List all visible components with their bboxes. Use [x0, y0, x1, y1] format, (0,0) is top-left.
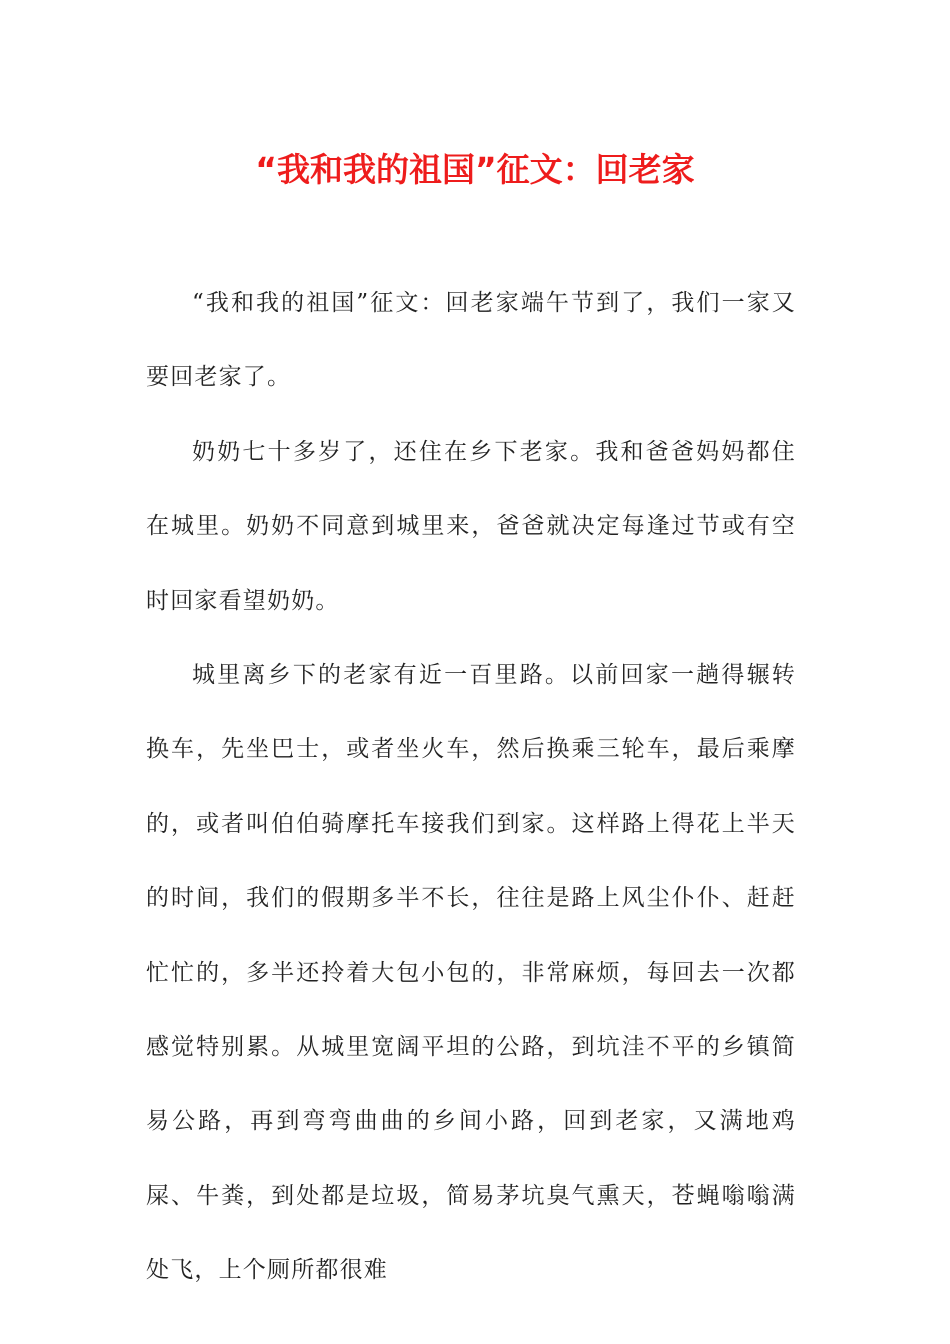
document-title: “我和我的祖国”征文：回老家 — [255, 150, 695, 189]
paragraph-2: 奶奶七十多岁了，还住在乡下老家。我和爸爸妈妈都住在城里。奶奶不同意到城里来，爸爸就决定每逢过节或有空时回家看望奶奶。 — [146, 438, 796, 614]
document-body — [146, 266, 796, 1308]
paragraph-1: “我和我的祖国”征文：回老家端午节到了，我们一家又要回老家了。 — [146, 290, 796, 391]
paragraph-3: 城里离乡下的老家有近一百里路。以前回家一趟得辗转换车，先坐巴士，或者坐火车，然后换乘三轮车，最后乘摩的，或者叫伯伯骑摩托车接我们到家。这样路上得花上半天的时间，我们的假期多半不长，往往是路上风尘仆仆、赶赶忙忙的，多半还拎着大包小包的，非常麻烦，每回去一次都感觉特别累。从城里宽阔平坦的公路，到坑洼不平的乡镇简易公路，再到弯弯曲曲的乡间小路，回到老家，又满地鸡屎、牛粪，到处都是垃圾，简易茅坑臭气熏天，苍蝇嗡嗡满处飞，上个厕所都很难 — [146, 662, 796, 1284]
